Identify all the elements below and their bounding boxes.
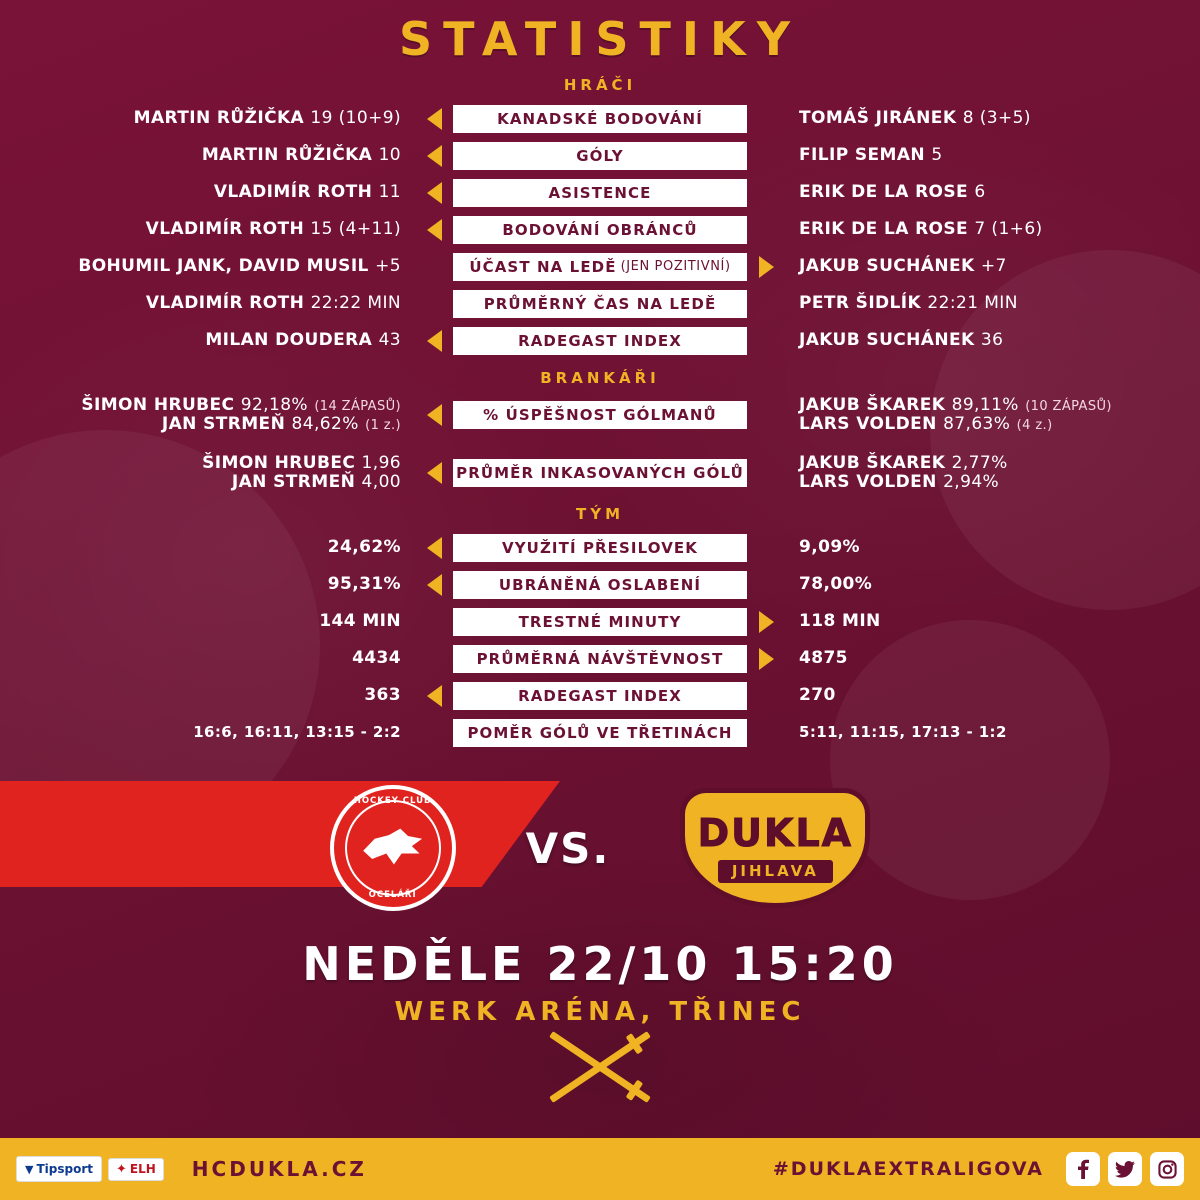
stat-row	[0, 529, 1200, 566]
stat-label: GÓLY	[453, 142, 747, 170]
advantage-arrow-cell	[747, 404, 785, 426]
match-datetime: NEDĚLE 22/10 15:20	[302, 937, 898, 991]
arrow-placeholder-icon	[759, 462, 774, 484]
stat-row	[0, 137, 1200, 174]
stat-row	[0, 451, 1200, 495]
arrow-placeholder-icon	[759, 293, 774, 315]
left-team-value: 16:6, 16:11, 13:15 - 2:2	[193, 723, 401, 742]
crossed-swords-icon	[535, 1043, 665, 1091]
left-goalie-name: JAN STRMEŇ	[231, 472, 356, 492]
right-player-name: JAKUB SUCHÁNEK	[799, 329, 975, 350]
left-value	[0, 220, 415, 239]
right-goalie-name: LARS VOLDEN	[799, 414, 937, 434]
right-team-value: 118 MIN	[799, 610, 881, 631]
stat-row	[0, 640, 1200, 677]
arrow-placeholder-icon	[427, 293, 442, 315]
right-goalie-1	[799, 454, 1200, 473]
tipsport-mark-icon: ▼	[25, 1162, 34, 1176]
right-goalie-name: JAKUB ŠKAREK	[799, 394, 946, 415]
stat-label: PRŮMĚR INKASOVANÝCH GÓLŮ	[453, 459, 747, 487]
right-value	[785, 109, 1200, 128]
left-goalie-note: (1 z.)	[365, 418, 401, 433]
advantage-arrow-cell	[415, 256, 453, 278]
arrow-placeholder-icon	[759, 108, 774, 130]
advantage-arrow-cell	[415, 537, 453, 559]
advantage-arrow-cell	[415, 219, 453, 241]
stat-row	[0, 566, 1200, 603]
page-title: STATISTIKY	[398, 12, 802, 66]
website-url[interactable]: HCDUKLA.CZ	[191, 1157, 367, 1181]
stat-label-note: (JEN POZITIVNÍ)	[620, 259, 731, 274]
right-player-name: TOMÁŠ JIRÁNEK	[799, 107, 957, 128]
left-goalie-value: 92,18%	[240, 394, 308, 415]
right-value	[785, 454, 1200, 492]
advantage-arrow-cell	[415, 182, 453, 204]
right-value	[785, 396, 1200, 434]
right-goalie-value: 2,94%	[943, 472, 1000, 492]
advantage-arrow-cell	[747, 574, 785, 596]
left-player-value: 43	[378, 329, 401, 350]
left-value	[0, 454, 415, 492]
right-player-value: 5	[931, 144, 943, 165]
sponsor-logos	[16, 1156, 164, 1182]
advantage-arrow-cell	[415, 145, 453, 167]
left-player-value: +5	[375, 255, 401, 276]
section-heading-goalies: BRANKÁŘI	[540, 369, 660, 387]
arrow-left-icon	[427, 537, 442, 559]
stat-row	[0, 322, 1200, 359]
right-goalie-name: JAKUB ŠKAREK	[799, 452, 946, 473]
left-player-name: BOHUMIL JANK, DAVID MUSIL	[78, 255, 369, 276]
right-player-value: 22:21 MIN	[927, 292, 1018, 313]
right-value	[785, 183, 1200, 202]
stat-label: ASISTENCE	[453, 179, 747, 207]
left-team-value: 144 MIN	[319, 610, 401, 631]
left-goalie-value: 84,62%	[291, 414, 359, 434]
right-player-value: +7	[980, 255, 1007, 276]
logo-ring-bottom-text: OCELÁŘI	[368, 890, 417, 900]
right-player-value: 7 (1+6)	[974, 218, 1043, 239]
left-player-name: VLADIMÍR ROTH	[213, 181, 373, 202]
stat-label: PRŮMĚRNÁ NÁVŠTĚVNOST	[453, 645, 747, 673]
advantage-arrow-cell	[415, 574, 453, 596]
tipsport-label: Tipsport	[36, 1162, 93, 1176]
right-player-name: JAKUB SUCHÁNEK	[799, 255, 975, 276]
stat-label: VYUŽITÍ PŘESILOVEK	[453, 534, 747, 562]
advantage-arrow-cell	[747, 182, 785, 204]
matchup-band	[0, 773, 1200, 923]
right-goalie-name: LARS VOLDEN	[799, 472, 937, 492]
elh-label: ELH	[129, 1162, 156, 1176]
logo-ring-top-text: HOCKEY CLUB	[353, 796, 432, 806]
arrow-right-icon	[759, 648, 774, 670]
advantage-arrow-cell	[747, 648, 785, 670]
advantage-arrow-cell	[747, 722, 785, 744]
goalies-rows	[0, 393, 1200, 495]
arrow-right-icon	[759, 256, 774, 278]
hc-ocelari-trinec-logo	[330, 785, 456, 911]
advantage-arrow-cell	[415, 330, 453, 352]
arrow-left-icon	[427, 462, 442, 484]
arrow-left-icon	[427, 330, 442, 352]
arrow-placeholder-icon	[759, 537, 774, 559]
right-team-value: 78,00%	[799, 573, 873, 594]
advantage-arrow-cell	[747, 219, 785, 241]
right-value	[785, 146, 1200, 165]
team-rows	[0, 529, 1200, 751]
left-value	[0, 396, 415, 434]
arrow-left-icon	[427, 145, 442, 167]
arrow-placeholder-icon	[759, 145, 774, 167]
arrow-placeholder-icon	[759, 404, 774, 426]
advantage-arrow-cell	[415, 722, 453, 744]
players-rows	[0, 100, 1200, 359]
arrow-placeholder-icon	[427, 722, 442, 744]
section-heading-team: TÝM	[575, 505, 625, 523]
advantage-arrow-cell	[415, 293, 453, 315]
right-goalie-note: (4 z.)	[1016, 418, 1053, 433]
left-player-name: MARTIN RŮŽIČKA	[201, 144, 373, 165]
left-value	[0, 294, 415, 313]
right-player-value: 36	[980, 329, 1004, 350]
left-team-value: 363	[364, 684, 401, 705]
advantage-arrow-cell	[747, 145, 785, 167]
twitter-icon[interactable]	[1108, 1152, 1142, 1186]
footer-bar	[0, 1138, 1200, 1200]
right-player-name: FILIP SEMAN	[799, 144, 926, 165]
advantage-arrow-cell	[415, 404, 453, 426]
right-value	[785, 220, 1200, 239]
right-goalie-value: 87,63%	[943, 414, 1011, 434]
stat-row	[0, 211, 1200, 248]
advantage-arrow-cell	[747, 256, 785, 278]
advantage-arrow-cell	[415, 108, 453, 130]
advantage-arrow-cell	[415, 685, 453, 707]
advantage-arrow-cell	[747, 108, 785, 130]
left-team-value: 4434	[352, 647, 401, 668]
stat-row	[0, 248, 1200, 285]
left-player-name: MILAN DOUDERA	[205, 329, 373, 350]
logo-subtitle: JIHLAVA	[718, 860, 833, 883]
right-goalie-1	[799, 396, 1200, 415]
stat-label: PRŮMĚRNÝ ČAS NA LEDĚ	[453, 290, 747, 318]
right-value	[785, 257, 1200, 276]
stat-label-text: ÚČAST NA LEDĚ	[469, 257, 617, 276]
left-player-value: 10	[378, 144, 401, 165]
left-player-name: VLADIMÍR ROTH	[145, 218, 305, 239]
hashtag-label: #DUKLAEXTRALIGOVA	[772, 1158, 1044, 1180]
left-value	[0, 257, 415, 276]
elh-mark-icon: ✦	[116, 1161, 127, 1177]
arrow-left-icon	[427, 404, 442, 426]
arrow-left-icon	[427, 182, 442, 204]
arrow-placeholder-icon	[759, 219, 774, 241]
right-player-name: PETR ŠIDLÍK	[799, 292, 922, 313]
right-value	[785, 294, 1200, 313]
left-value	[0, 331, 415, 350]
arrow-placeholder-icon	[759, 722, 774, 744]
stat-label: POMĚR GÓLŮ VE TŘETINÁCH	[453, 719, 747, 747]
right-value	[785, 331, 1200, 350]
instagram-icon[interactable]	[1150, 1152, 1184, 1186]
arrow-placeholder-icon	[427, 648, 442, 670]
social-links	[1066, 1152, 1184, 1186]
advantage-arrow-cell	[415, 462, 453, 484]
match-venue: WERK ARÉNA, TŘINEC	[394, 997, 806, 1027]
left-goalie-note: (14 ZÁPASŮ)	[314, 398, 401, 414]
stat-row	[0, 285, 1200, 322]
logo-word: DUKLA	[697, 810, 854, 855]
advantage-arrow-cell	[415, 648, 453, 670]
stat-row	[0, 174, 1200, 211]
right-player-value: 6	[974, 181, 986, 202]
advantage-arrow-cell	[747, 293, 785, 315]
stat-label: RADEGAST INDEX	[453, 327, 747, 355]
arrow-placeholder-icon	[759, 330, 774, 352]
right-team-value: 4875	[799, 647, 848, 668]
left-team-value: 95,31%	[327, 573, 401, 594]
left-team-value: 24,62%	[327, 536, 401, 557]
arrow-placeholder-icon	[759, 685, 774, 707]
left-goalie-1	[0, 454, 401, 473]
right-team-value: 270	[799, 684, 836, 705]
left-goalie-value: 1,96	[361, 452, 401, 473]
advantage-arrow-cell	[415, 611, 453, 633]
stat-label: KANADSKÉ BODOVÁNÍ	[453, 105, 747, 133]
advantage-arrow-cell	[747, 611, 785, 633]
left-value	[0, 183, 415, 202]
stat-label: % ÚSPĚŠNOST GÓLMANŮ	[453, 401, 747, 429]
right-goalie-2	[799, 415, 1200, 434]
stat-row	[0, 714, 1200, 751]
stat-row	[0, 677, 1200, 714]
hc-dukla-jihlava-logo	[680, 788, 870, 908]
facebook-icon[interactable]	[1066, 1152, 1100, 1186]
advantage-arrow-cell	[747, 462, 785, 484]
arrow-left-icon	[427, 685, 442, 707]
left-player-value: 19 (10+9)	[310, 107, 401, 128]
left-value	[0, 146, 415, 165]
arrow-placeholder-icon	[427, 256, 442, 278]
arrow-left-icon	[427, 219, 442, 241]
arrow-placeholder-icon	[759, 574, 774, 596]
left-value	[0, 109, 415, 128]
versus-label: VS.	[525, 823, 611, 873]
left-goalie-name: JAN STRMEŇ	[161, 414, 286, 434]
arrow-right-icon	[759, 611, 774, 633]
left-goalie-1	[0, 396, 401, 415]
stat-row	[0, 100, 1200, 137]
right-player-name: ERIK DE LA ROSE	[799, 218, 969, 239]
right-goalie-value: 89,11%	[951, 394, 1019, 415]
left-goalie-name: ŠIMON HRUBEC	[81, 394, 235, 415]
arrow-left-icon	[427, 574, 442, 596]
right-goalie-note: (10 ZÁPASŮ)	[1025, 398, 1112, 414]
advantage-arrow-cell	[747, 330, 785, 352]
section-heading-players: HRÁČI	[563, 76, 637, 94]
left-goalie-value: 4,00	[361, 472, 401, 492]
stat-label: BODOVÁNÍ OBRÁNCŮ	[453, 216, 747, 244]
stat-label: RADEGAST INDEX	[453, 682, 747, 710]
stat-row	[0, 393, 1200, 437]
left-goalie-2	[0, 473, 401, 492]
arrow-left-icon	[427, 108, 442, 130]
elh-logo	[108, 1158, 164, 1181]
right-player-name: ERIK DE LA ROSE	[799, 181, 969, 202]
right-player-value: 8 (3+5)	[962, 107, 1031, 128]
stat-label: UBRÁNĚNÁ OSLABENÍ	[453, 571, 747, 599]
stat-label: TRESTNÉ MINUTY	[453, 608, 747, 636]
right-team-value: 5:11, 11:15, 17:13 - 1:2	[799, 723, 1007, 742]
stat-label	[453, 253, 747, 281]
left-goalie-name: ŠIMON HRUBEC	[202, 452, 356, 473]
arrow-placeholder-icon	[427, 611, 442, 633]
advantage-arrow-cell	[747, 685, 785, 707]
right-goalie-2	[799, 473, 1200, 492]
left-player-name: VLADIMÍR ROTH	[145, 292, 305, 313]
left-player-value: 15 (4+11)	[310, 218, 401, 239]
left-player-value: 11	[378, 181, 401, 202]
arrow-placeholder-icon	[759, 182, 774, 204]
advantage-arrow-cell	[747, 537, 785, 559]
right-goalie-value: 2,77%	[951, 452, 1008, 473]
left-player-name: MARTIN RŮŽIČKA	[133, 107, 305, 128]
tipsport-logo	[16, 1156, 102, 1182]
stat-row	[0, 603, 1200, 640]
right-team-value: 9,09%	[799, 536, 860, 557]
left-player-value: 22:22 MIN	[310, 292, 401, 313]
left-goalie-2	[0, 415, 401, 434]
